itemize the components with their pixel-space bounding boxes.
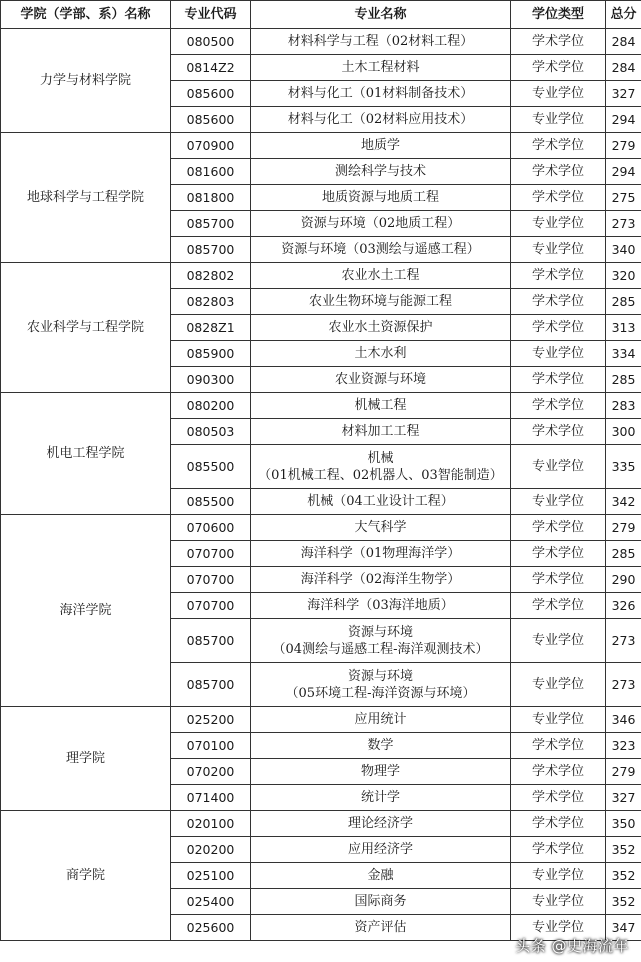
table-row (1, 393, 641, 419)
major-name-line: 农业生物环境与能源工程 (308, 294, 452, 309)
major-name-cell (251, 211, 511, 237)
header-total-score: 总分 (606, 1, 641, 29)
major-code-cell: 085700 (171, 663, 251, 707)
degree-type-cell: 学术学位 (511, 541, 606, 567)
major-name-cell (251, 367, 511, 393)
degree-type-cell: 学术学位 (511, 785, 606, 811)
total-score-cell: 342 (606, 489, 641, 515)
major-name-line: 资源与环境 (347, 668, 413, 684)
table-row (1, 707, 641, 733)
major-direction-line: （05环境工程-海洋资源与环境） (285, 685, 476, 701)
major-code-cell: 025400 (171, 889, 251, 915)
major-name-line: 物理学 (360, 764, 400, 779)
major-name-line: 农业资源与环境 (334, 372, 426, 387)
major-code-cell: 080500 (171, 29, 251, 55)
major-name-cell (251, 837, 511, 863)
degree-type-cell: 专业学位 (511, 445, 606, 489)
major-code-cell: 070700 (171, 541, 251, 567)
degree-type-cell: 学术学位 (511, 367, 606, 393)
major-name-cell (251, 81, 511, 107)
college-name-cell: 力学与材料学院 (1, 29, 171, 133)
major-code-cell: 070900 (171, 133, 251, 159)
total-score-cell: 326 (606, 593, 641, 619)
major-name-line: 海洋科学（02海洋生物学） (300, 572, 461, 587)
major-code-cell: 071400 (171, 785, 251, 811)
total-score-cell: 285 (606, 541, 641, 567)
major-code-cell: 082803 (171, 289, 251, 315)
degree-type-cell: 专业学位 (511, 341, 606, 367)
major-code-cell: 080503 (171, 419, 251, 445)
major-name-line: 材料与化工（01材料制备技术） (287, 86, 474, 101)
degree-type-cell: 学术学位 (511, 419, 606, 445)
table-row (1, 29, 641, 55)
major-code-cell: 085700 (171, 211, 251, 237)
degree-type-cell: 专业学位 (511, 915, 606, 941)
header-degree-type: 学位类型 (511, 1, 606, 29)
major-code-cell: 025100 (171, 863, 251, 889)
major-code-cell: 081800 (171, 185, 251, 211)
header-major: 专业名称 (251, 1, 511, 29)
degree-type-cell: 学术学位 (511, 185, 606, 211)
total-score-cell: 284 (606, 29, 641, 55)
major-name-line: 机械（04工业设计工程） (307, 494, 454, 509)
total-score-cell: 279 (606, 133, 641, 159)
major-name-line: 资源与环境 (347, 624, 413, 640)
major-name-line: 大气科学 (354, 520, 407, 535)
total-score-cell: 273 (606, 211, 641, 237)
major-code-cell: 085600 (171, 81, 251, 107)
college-name-cell: 理学院 (1, 707, 171, 811)
college-name-cell: 地球科学与工程学院 (1, 133, 171, 263)
table-row (1, 133, 641, 159)
major-name-cell (251, 811, 511, 837)
total-score-cell: 327 (606, 785, 641, 811)
major-code-cell: 085700 (171, 619, 251, 663)
major-name-cell (251, 263, 511, 289)
major-name-cell (251, 315, 511, 341)
college-name-cell: 农业科学与工程学院 (1, 263, 171, 393)
college-name-cell: 海洋学院 (1, 515, 171, 707)
total-score-cell: 273 (606, 619, 641, 663)
degree-type-cell: 学术学位 (511, 263, 606, 289)
major-code-cell: 025600 (171, 915, 251, 941)
major-name-cell (251, 445, 511, 489)
major-name-line: 农业水土资源保护 (328, 320, 433, 335)
major-code-cell: 085900 (171, 341, 251, 367)
major-name-cell (251, 785, 511, 811)
table-row (1, 515, 641, 541)
major-name-line: 数学 (367, 738, 394, 753)
total-score-cell: 284 (606, 55, 641, 81)
major-direction-line: （04测绘与遥感工程-海洋观测技术） (272, 641, 489, 657)
total-score-cell: 327 (606, 81, 641, 107)
major-name-line: 海洋科学（03海洋地质） (307, 598, 454, 613)
major-name-cell (251, 55, 511, 81)
major-name-line: 土木水利 (354, 346, 407, 361)
degree-type-cell: 专业学位 (511, 107, 606, 133)
total-score-cell: 323 (606, 733, 641, 759)
degree-type-cell: 专业学位 (511, 81, 606, 107)
major-name-line: 材料与化工（02材料应用技术） (287, 112, 474, 127)
major-name-line: 应用经济学 (347, 842, 413, 857)
major-name-line: 地质资源与地质工程 (321, 190, 439, 205)
major-code-cell: 070200 (171, 759, 251, 785)
major-name-cell (251, 541, 511, 567)
major-name-cell (251, 289, 511, 315)
major-name-cell (251, 663, 511, 707)
major-name-line: 测绘科学与技术 (334, 164, 426, 179)
major-name-cell (251, 107, 511, 133)
major-name-line: 材料科学与工程（02材料工程） (287, 34, 474, 49)
header-code: 专业代码 (171, 1, 251, 29)
major-name-cell (251, 619, 511, 663)
major-name-line: 资源与环境（03测绘与遥感工程） (281, 242, 480, 257)
major-name-cell (251, 915, 511, 941)
major-name-line: 资源与环境（02地质工程） (300, 216, 461, 231)
degree-type-cell: 学术学位 (511, 837, 606, 863)
major-name-cell (251, 733, 511, 759)
degree-type-cell: 学术学位 (511, 289, 606, 315)
major-name-cell (251, 29, 511, 55)
major-name-line: 海洋科学（01物理海洋学） (300, 546, 461, 561)
degree-type-cell: 学术学位 (511, 159, 606, 185)
major-name-cell (251, 863, 511, 889)
total-score-cell: 273 (606, 663, 641, 707)
major-name-cell (251, 707, 511, 733)
total-score-cell: 340 (606, 237, 641, 263)
degree-type-cell: 学术学位 (511, 567, 606, 593)
major-code-cell: 070700 (171, 593, 251, 619)
degree-type-cell: 学术学位 (511, 733, 606, 759)
major-name-line: 机械工程 (354, 398, 407, 413)
major-code-cell: 085500 (171, 445, 251, 489)
major-name-line: 应用统计 (354, 712, 407, 727)
major-code-cell: 070600 (171, 515, 251, 541)
total-score-cell: 300 (606, 419, 641, 445)
degree-type-cell: 学术学位 (511, 315, 606, 341)
major-code-cell: 081600 (171, 159, 251, 185)
major-name-line: 金融 (367, 868, 394, 883)
major-name-cell (251, 419, 511, 445)
major-name-cell (251, 159, 511, 185)
total-score-cell: 320 (606, 263, 641, 289)
table-header-row (1, 1, 641, 29)
major-name-line: 国际商务 (354, 894, 407, 909)
degree-type-cell: 学术学位 (511, 515, 606, 541)
major-name-line: 理论经济学 (347, 816, 413, 831)
major-name-cell (251, 133, 511, 159)
total-score-cell: 352 (606, 889, 641, 915)
major-name-cell (251, 341, 511, 367)
total-score-cell: 352 (606, 863, 641, 889)
degree-type-cell: 专业学位 (511, 663, 606, 707)
total-score-cell: 352 (606, 837, 641, 863)
total-score-cell: 279 (606, 515, 641, 541)
major-name-line: 地质学 (360, 138, 400, 153)
total-score-cell: 285 (606, 367, 641, 393)
major-name-line: 统计学 (360, 790, 400, 805)
college-name-cell: 商学院 (1, 811, 171, 941)
major-code-cell: 025200 (171, 707, 251, 733)
major-code-cell: 085700 (171, 237, 251, 263)
degree-type-cell: 学术学位 (511, 55, 606, 81)
table-body (1, 29, 641, 941)
major-name-cell (251, 393, 511, 419)
major-name-cell (251, 489, 511, 515)
major-code-cell: 070100 (171, 733, 251, 759)
major-name-cell (251, 237, 511, 263)
degree-type-cell: 专业学位 (511, 237, 606, 263)
major-name-line: 土木工程材料 (341, 60, 420, 75)
total-score-cell: 294 (606, 159, 641, 185)
total-score-cell: 283 (606, 393, 641, 419)
major-name-line: 材料加工工程 (341, 424, 420, 439)
major-name-cell (251, 593, 511, 619)
degree-type-cell: 专业学位 (511, 619, 606, 663)
total-score-cell: 335 (606, 445, 641, 489)
major-name-line: 资产评估 (354, 920, 407, 935)
major-direction-line: （01机械工程、02机器人、03智能制造） (258, 467, 503, 483)
total-score-cell: 346 (606, 707, 641, 733)
total-score-cell: 294 (606, 107, 641, 133)
header-college: 学院（学部、系）名称 (1, 1, 171, 29)
major-name-cell (251, 567, 511, 593)
major-code-cell: 0814Z2 (171, 55, 251, 81)
degree-type-cell: 学术学位 (511, 593, 606, 619)
degree-type-cell: 学术学位 (511, 133, 606, 159)
major-code-cell: 085500 (171, 489, 251, 515)
total-score-cell: 347 (606, 915, 641, 941)
total-score-cell: 350 (606, 811, 641, 837)
watermark: 头条 @史海流年 (515, 937, 629, 955)
total-score-cell: 275 (606, 185, 641, 211)
college-name-cell: 机电工程学院 (1, 393, 171, 515)
degree-type-cell: 学术学位 (511, 759, 606, 785)
total-score-cell: 313 (606, 315, 641, 341)
major-name-cell (251, 759, 511, 785)
degree-type-cell: 专业学位 (511, 489, 606, 515)
total-score-cell: 334 (606, 341, 641, 367)
major-code-cell: 090300 (171, 367, 251, 393)
degree-type-cell: 学术学位 (511, 811, 606, 837)
major-code-cell: 020200 (171, 837, 251, 863)
major-code-cell: 085600 (171, 107, 251, 133)
major-name-cell (251, 185, 511, 211)
total-score-cell: 285 (606, 289, 641, 315)
total-score-cell: 290 (606, 567, 641, 593)
major-name-line: 机械 (367, 450, 394, 466)
major-code-cell: 070700 (171, 567, 251, 593)
major-code-cell: 020100 (171, 811, 251, 837)
major-name-cell (251, 889, 511, 915)
table-row (1, 811, 641, 837)
table-row (1, 263, 641, 289)
major-name-cell (251, 515, 511, 541)
degree-type-cell: 学术学位 (511, 29, 606, 55)
degree-type-cell: 专业学位 (511, 889, 606, 915)
degree-type-cell: 学术学位 (511, 393, 606, 419)
degree-type-cell: 专业学位 (511, 211, 606, 237)
degree-type-cell: 专业学位 (511, 863, 606, 889)
major-code-cell: 082802 (171, 263, 251, 289)
major-code-cell: 0828Z1 (171, 315, 251, 341)
major-code-cell: 080200 (171, 393, 251, 419)
major-name-line: 农业水土工程 (341, 268, 420, 283)
degree-type-cell: 专业学位 (511, 707, 606, 733)
total-score-cell: 279 (606, 759, 641, 785)
